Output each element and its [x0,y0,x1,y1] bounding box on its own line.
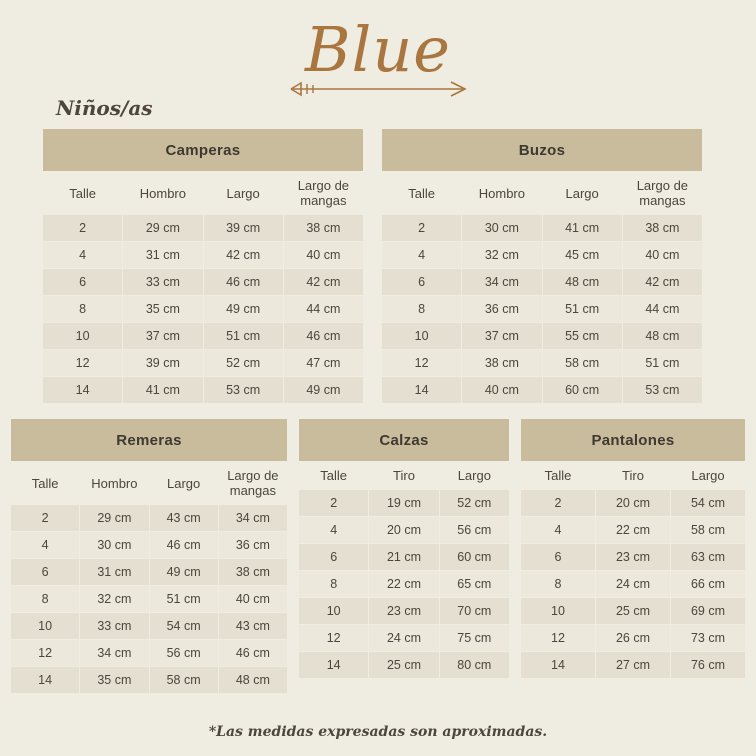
cell: 26 cm [596,625,671,652]
column-header: Largo [542,172,622,215]
table-body [299,490,510,679]
cell: 29 cm [80,505,149,532]
table-row [382,350,703,377]
table-row [521,652,746,679]
cell: 37 cm [123,323,203,350]
table-pantalones [520,418,746,679]
cell: 8 [521,571,596,598]
column-header: Tiro [369,462,439,490]
table-row [521,490,746,517]
table-buzos [381,128,703,404]
cell: 80 cm [439,652,509,679]
column-header: Talle [382,172,462,215]
table-row [11,505,288,532]
table-row [382,323,703,350]
table-row [11,532,288,559]
cell: 4 [382,242,462,269]
cell: 48 cm [622,323,702,350]
cell: 4 [43,242,123,269]
cell: 42 cm [203,242,283,269]
footnote: *Las medidas expresadas son aproximadas. [208,724,548,740]
table-row [382,242,703,269]
table-body [11,505,288,694]
cell: 8 [11,586,80,613]
cell: 2 [521,490,596,517]
column-header: Largo de mangas [283,172,363,215]
table-row [43,242,364,269]
cell: 25 cm [369,652,439,679]
column-header: Largo [149,462,218,505]
cell: 2 [299,490,369,517]
cell: 31 cm [80,559,149,586]
column-header: Hombro [462,172,542,215]
column-header: Talle [299,462,369,490]
cell: 10 [11,613,80,640]
cell: 46 cm [218,640,287,667]
cell: 33 cm [123,269,203,296]
cell: 56 cm [149,640,218,667]
cell: 14 [521,652,596,679]
cell: 10 [382,323,462,350]
cell: 19 cm [369,490,439,517]
cell: 58 cm [671,517,746,544]
cell: 6 [11,559,80,586]
table-body [521,490,746,679]
table-caption: Buzos [382,129,703,172]
cell: 8 [299,571,369,598]
cell: 12 [43,350,123,377]
cell: 43 cm [218,613,287,640]
cell: 46 cm [203,269,283,296]
cell: 27 cm [596,652,671,679]
cell: 58 cm [542,350,622,377]
cell: 38 cm [622,215,702,242]
page-title: Niños/as [56,96,153,120]
cell: 52 cm [203,350,283,377]
cell: 35 cm [123,296,203,323]
table-body [382,215,703,404]
cell: 2 [382,215,462,242]
table-row [521,517,746,544]
cell: 10 [299,598,369,625]
table-row [299,490,510,517]
cell: 54 cm [149,613,218,640]
table-row [521,571,746,598]
cell: 2 [43,215,123,242]
cell: 20 cm [369,517,439,544]
cell: 45 cm [542,242,622,269]
column-header: Largo [439,462,509,490]
cell: 51 cm [622,350,702,377]
cell: 35 cm [80,667,149,694]
brand-name: Blue [304,13,451,86]
cell: 14 [299,652,369,679]
cell: 4 [299,517,369,544]
cell: 34 cm [218,505,287,532]
cell: 14 [382,377,462,404]
cell: 65 cm [439,571,509,598]
table-caption: Calzas [299,419,510,462]
cell: 38 cm [218,559,287,586]
cell: 12 [11,640,80,667]
cell: 32 cm [462,242,542,269]
cell: 10 [521,598,596,625]
table-row [521,544,746,571]
column-header: Talle [43,172,123,215]
table-header-row [382,172,703,215]
cell: 53 cm [622,377,702,404]
cell: 76 cm [671,652,746,679]
cell: 53 cm [203,377,283,404]
cell: 70 cm [439,598,509,625]
cell: 44 cm [283,296,363,323]
column-header: Hombro [123,172,203,215]
table-row [11,559,288,586]
cell: 69 cm [671,598,746,625]
cell: 8 [43,296,123,323]
cell: 39 cm [123,350,203,377]
cell: 37 cm [462,323,542,350]
table-row [43,296,364,323]
cell: 12 [382,350,462,377]
cell: 40 cm [622,242,702,269]
table-row [43,350,364,377]
cell: 49 cm [203,296,283,323]
table-row [299,598,510,625]
table-caption: Pantalones [521,419,746,462]
cell: 43 cm [149,505,218,532]
cell: 42 cm [622,269,702,296]
cell: 51 cm [542,296,622,323]
table-row [299,544,510,571]
cell: 40 cm [283,242,363,269]
table-header-row [299,462,510,490]
cell: 36 cm [218,532,287,559]
column-header: Tiro [596,462,671,490]
cell: 60 cm [439,544,509,571]
table-header-row [43,172,364,215]
cell: 51 cm [149,586,218,613]
table-row [299,517,510,544]
cell: 21 cm [369,544,439,571]
cell: 23 cm [596,544,671,571]
table-header-row [11,462,288,505]
cell: 75 cm [439,625,509,652]
column-header: Talle [11,462,80,505]
table-row [11,586,288,613]
table-row [11,640,288,667]
cell: 2 [11,505,80,532]
cell: 34 cm [80,640,149,667]
cell: 4 [521,517,596,544]
cell: 30 cm [80,532,149,559]
cell: 32 cm [80,586,149,613]
cell: 29 cm [123,215,203,242]
table-row [43,215,364,242]
table-row [521,598,746,625]
table-row [299,652,510,679]
column-header: Largo de mangas [622,172,702,215]
cell: 10 [43,323,123,350]
cell: 49 cm [149,559,218,586]
table-remeras [10,418,288,694]
cell: 48 cm [218,667,287,694]
table-row [43,377,364,404]
cell: 6 [43,269,123,296]
cell: 66 cm [671,571,746,598]
cell: 36 cm [462,296,542,323]
cell: 33 cm [80,613,149,640]
table-body [43,215,364,404]
cell: 46 cm [283,323,363,350]
column-header: Largo [671,462,746,490]
table-row [299,625,510,652]
cell: 39 cm [203,215,283,242]
cell: 51 cm [203,323,283,350]
column-header: Largo de mangas [218,462,287,505]
cell: 41 cm [542,215,622,242]
cell: 44 cm [622,296,702,323]
table-row [382,377,703,404]
cell: 58 cm [149,667,218,694]
column-header: Talle [521,462,596,490]
cell: 20 cm [596,490,671,517]
table-row [43,269,364,296]
cell: 6 [521,544,596,571]
cell: 73 cm [671,625,746,652]
table-row [382,215,703,242]
cell: 8 [382,296,462,323]
table-row [11,667,288,694]
cell: 25 cm [596,598,671,625]
cell: 12 [299,625,369,652]
cell: 34 cm [462,269,542,296]
cell: 6 [382,269,462,296]
table-row [43,323,364,350]
table-camperas [42,128,364,404]
cell: 4 [11,532,80,559]
table-row [382,269,703,296]
cell: 60 cm [542,377,622,404]
column-header: Largo [203,172,283,215]
cell: 48 cm [542,269,622,296]
cell: 14 [43,377,123,404]
column-header: Hombro [80,462,149,505]
cell: 54 cm [671,490,746,517]
cell: 46 cm [149,532,218,559]
cell: 40 cm [218,586,287,613]
cell: 22 cm [369,571,439,598]
table-row [11,613,288,640]
cell: 49 cm [283,377,363,404]
table-row [521,625,746,652]
cell: 14 [11,667,80,694]
cell: 31 cm [123,242,203,269]
cell: 22 cm [596,517,671,544]
cell: 6 [299,544,369,571]
cell: 24 cm [369,625,439,652]
cell: 56 cm [439,517,509,544]
cell: 38 cm [283,215,363,242]
table-row [299,571,510,598]
table-header-row [521,462,746,490]
cell: 30 cm [462,215,542,242]
cell: 41 cm [123,377,203,404]
cell: 40 cm [462,377,542,404]
cell: 52 cm [439,490,509,517]
cell: 12 [521,625,596,652]
cell: 63 cm [671,544,746,571]
cell: 23 cm [369,598,439,625]
table-row [382,296,703,323]
table-calzas [298,418,510,679]
cell: 47 cm [283,350,363,377]
cell: 42 cm [283,269,363,296]
cell: 55 cm [542,323,622,350]
cell: 24 cm [596,571,671,598]
table-caption: Remeras [11,419,288,462]
table-caption: Camperas [43,129,364,172]
cell: 38 cm [462,350,542,377]
